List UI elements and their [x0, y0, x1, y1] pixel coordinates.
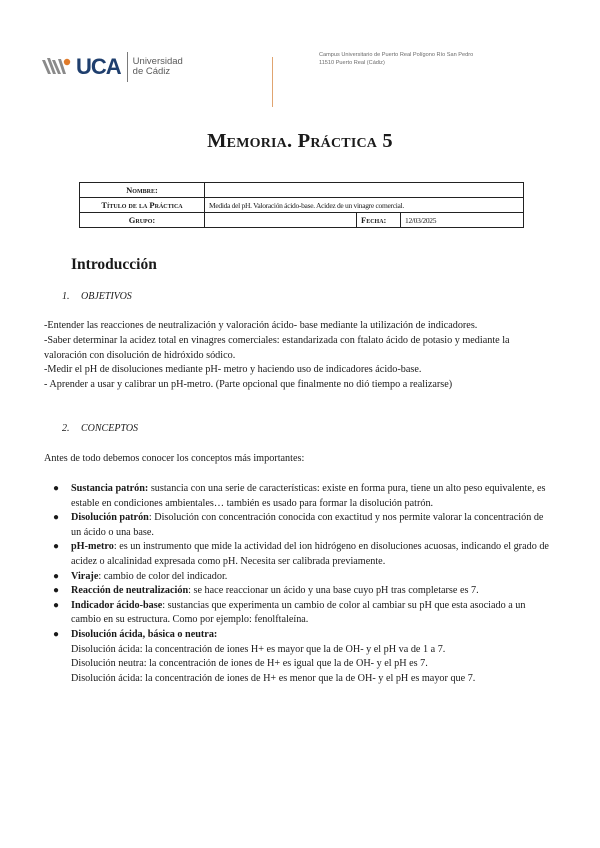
objective-item: - Aprender a usar y calibrar un pH-metro. (Parte opcional que finalmente no dió tiempo a realizarse) — [44, 379, 453, 391]
bullet-icon: ● — [53, 512, 60, 524]
campus-address-line1: Campus Universitario de Puerto Real Polígono Río San Pedro — [319, 52, 474, 58]
nombre-value — [205, 183, 524, 198]
concepts-list — [44, 482, 554, 686]
list-item — [44, 511, 554, 540]
bullet-icon: ● — [53, 483, 60, 494]
fecha-value: 12/03/2025 — [401, 213, 524, 228]
bullet-icon: ● — [53, 628, 60, 640]
nombre-label: Nombre: — [80, 183, 205, 198]
concepts-intro: Antes de todo debemos conocer los conceptos más importantes: — [44, 453, 305, 464]
concept-term: Sustancia patrón: — [71, 483, 149, 494]
section-title-conceptos: CONCEPTOS — [81, 423, 139, 434]
list-item — [44, 599, 554, 628]
concept-text: : se hace reaccionar un ácido y una base cuyo pH tras completarse es 7. — [188, 585, 479, 597]
logo-divider — [127, 52, 128, 82]
concept-term: pH-metro — [71, 541, 114, 553]
concept-text: : Disolución con concentración conocida con exactitud y nos permite valorar la concentración de un ácido o una base. — [71, 512, 544, 538]
section-heading-introduccion: Introducción — [71, 256, 157, 273]
solution-line: Disolución ácida: la concentración de iones de H+ es menor que la de OH- y el pH es mayor que 7. — [71, 672, 476, 684]
table-row — [80, 198, 524, 213]
concept-text: : sustancias que experimenta un cambio de color al cambiar su pH que esta asociado a un cambio en su estructura. Como por ejemplo: fenolftaleína. — [71, 599, 526, 626]
list-item — [44, 540, 554, 569]
concept-term: Reacción de neutralización — [71, 585, 189, 597]
concept-term: Indicador ácido-base — [71, 599, 163, 611]
header-divider — [272, 57, 273, 107]
titulo-label: Título de la Práctica — [80, 198, 205, 213]
table-row — [80, 183, 524, 198]
student-info-table — [79, 182, 524, 228]
list-item — [44, 570, 554, 585]
bullet-icon: ● — [53, 599, 60, 611]
objective-item: -Entender las reacciones de neutralización y valoración ácido- base mediante la utilización de indicadores. — [44, 320, 478, 331]
uca-logo-text: UCA — [76, 54, 121, 79]
list-item — [44, 584, 554, 599]
document-title: Memoria. Práctica 5 — [207, 130, 393, 152]
objective-item: -Saber determinar la acidez total en vinagres comerciales: estandarizada con ftalato ácido de potasio y mediante la valoración con disolución de hidróxido sódico. — [44, 334, 510, 361]
list-item — [44, 482, 554, 511]
solution-line: Disolución neutra: la concentración de iones de H+ es igual que la de OH- y el pH es 7. — [71, 658, 428, 670]
section-number-objetivos: 1. — [62, 291, 70, 302]
table-row — [80, 213, 524, 228]
concept-text: : cambio de color del indicador. — [98, 570, 228, 582]
concept-term: Disolución patrón — [71, 512, 149, 524]
university-name — [133, 57, 183, 77]
university-logo — [40, 50, 200, 84]
campus-address-line2: 11510 Puerto Real (Cádiz) — [319, 60, 385, 66]
concept-term: Viraje — [71, 570, 99, 582]
bullet-icon: ● — [53, 541, 60, 553]
grupo-value — [205, 213, 357, 228]
objective-item: -Medir el pH de disoluciones mediante pH- metro y haciendo uso de indicadores ácido-base. — [44, 364, 422, 376]
fecha-label: Fecha: — [357, 213, 401, 228]
section-title-objetivos: OBJETIVOS — [81, 291, 132, 302]
section-number-conceptos: 2. — [62, 423, 70, 434]
concept-text: sustancia con una serie de características: existe en forma pura, tiene un alto peso equivalente, es estable en condiciones ambientales… también es usado para formar la disolución patrón. — [71, 483, 546, 509]
titulo-value: Medida del pH. Valoración ácido-base. Acidez de un vinagre comercial. — [205, 198, 524, 213]
grupo-label: Grupo: — [80, 213, 205, 228]
university-name-line1: Universidad — [132, 56, 183, 67]
objectives-list — [44, 319, 554, 393]
university-name-line2: de Cádiz — [132, 66, 171, 77]
bullet-icon: ● — [53, 585, 60, 597]
uca-emblem-icon — [40, 56, 72, 78]
campus-address — [319, 51, 473, 67]
solution-line: Disolución ácida: la concentración de iones H+ es mayor que la de OH- y el pH va de 1 a 7. — [71, 643, 446, 655]
concept-text: : es un instrumento que mide la actividad del ion hidrógeno en disoluciones acuosas, indicando el grado de acidez o alcalinidad expresada como pH. Necesita ser calibrada previamente. — [71, 541, 549, 567]
bullet-icon: ● — [53, 570, 60, 582]
list-item — [44, 628, 554, 686]
concept-term: Disolución ácida, básica o neutra: — [71, 628, 218, 640]
